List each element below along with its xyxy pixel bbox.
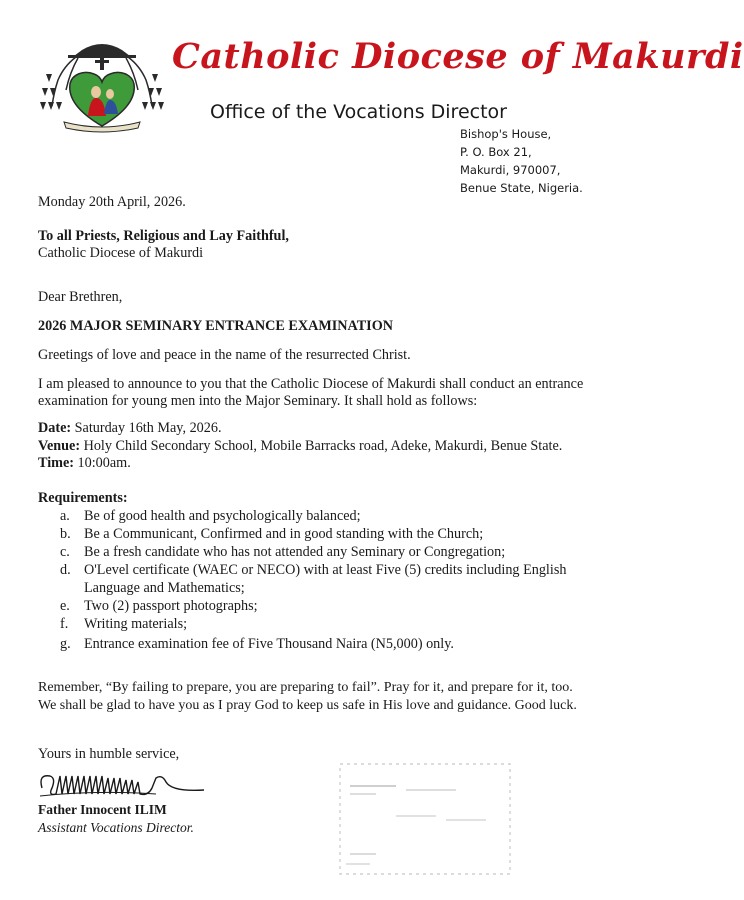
signature-image <box>36 766 206 802</box>
requirement-letter: e. <box>60 598 70 614</box>
subject-heading: 2026 MAJOR SEMINARY ENTRANCE EXAMINATION <box>38 318 393 334</box>
detail-date <box>38 420 222 437</box>
coat-of-arms-icon <box>38 36 166 134</box>
greeting-paragraph: Greetings of love and peace in the name of the resurrected Christ. <box>38 347 411 363</box>
office-name: Office of the Vocations Director <box>210 101 507 123</box>
requirement-text: Be of good health and psychologically balanced; <box>84 508 361 524</box>
address-line-1: Bishop's House, <box>460 127 552 141</box>
requirements-heading: Requirements: <box>38 490 128 506</box>
diocese-name: Catholic Diocese of Makurdi <box>172 36 744 77</box>
requirement-letter: g. <box>60 636 71 652</box>
requirement-text-continued: Language and Mathematics; <box>84 580 245 596</box>
requirement-letter: d. <box>60 562 71 578</box>
recipient-line-1: To all Priests, Religious and Lay Faithful, <box>38 228 289 244</box>
requirement-letter: b. <box>60 526 71 542</box>
requirement-text: Entrance examination fee of Five Thousand Naira (N5,000) only. <box>84 636 454 652</box>
recipient-line-2: Catholic Diocese of Makurdi <box>38 245 204 261</box>
address-line-2: P. O. Box 21, <box>460 145 532 159</box>
detail-venue-label: Venue: <box>38 438 81 454</box>
address-line-3: Makurdi, 970007, <box>460 163 561 177</box>
closing-line-2: We shall be glad to have you as I pray God to keep us safe in His love and guidance. Good luck. <box>38 698 577 713</box>
faded-office-stamp <box>336 760 514 878</box>
requirement-text: Be a fresh candidate who has not attended any Seminary or Congregation; <box>84 544 506 560</box>
salutation: Dear Brethren, <box>38 289 123 305</box>
requirement-letter: c. <box>60 544 70 560</box>
requirement-text: Two (2) passport photographs; <box>84 598 258 614</box>
address-line-4: Benue State, Nigeria. <box>460 181 583 195</box>
requirement-text: Writing materials; <box>84 616 188 632</box>
detail-date-label: Date: <box>38 420 72 436</box>
closing-line-1: Remember, “By failing to prepare, you are preparing to fail”. Pray for it, and prepare for it, too. <box>38 680 573 695</box>
requirement-letter: a. <box>60 508 70 524</box>
detail-time <box>38 455 131 472</box>
announcement-line-2: examination for young men into the Major Seminary. It shall hold as follows: <box>38 393 478 409</box>
detail-venue-value: Holy Child Secondary School, Mobile Barracks road, Adeke, Makurdi, Benue State. <box>83 438 563 454</box>
requirement-text: O'Level certificate (WAEC or NECO) with at least Five (5) credits including English <box>84 562 567 578</box>
detail-venue <box>38 438 562 455</box>
announcement-line-1: I am pleased to announce to you that the Catholic Diocese of Makurdi shall conduct an entrance <box>38 376 584 392</box>
signoff: Yours in humble service, <box>38 746 180 762</box>
letter-date: Monday 20th April, 2026. <box>38 194 186 210</box>
detail-date-value: Saturday 16th May, 2026. <box>74 420 222 436</box>
requirement-letter: f. <box>60 616 69 632</box>
detail-time-value: 10:00am. <box>77 455 131 471</box>
signatory-name: Father Innocent ILIM <box>38 802 167 817</box>
requirement-text: Be a Communicant, Confirmed and in good standing with the Church; <box>84 526 484 542</box>
signatory-title: Assistant Vocations Director. <box>38 820 194 835</box>
detail-time-label: Time: <box>38 455 74 471</box>
